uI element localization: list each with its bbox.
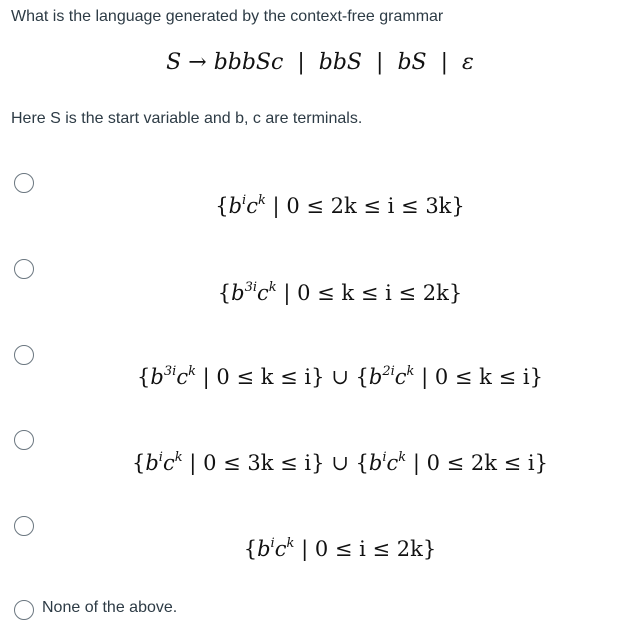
note-text: Here S is the start variable and b, c are terminals.: [11, 110, 363, 127]
grammar-separator: |: [297, 50, 305, 75]
grammar-production-4: ε: [462, 50, 474, 75]
grammar-production-1: bbbSc: [213, 50, 284, 75]
question-text: What is the language generated by the context-free grammar: [11, 8, 444, 25]
option-5-math: {$b^ic^k$ | 0 ≤ i ≤ 2k}: [243, 536, 437, 561]
option-6-label[interactable]: None of the above.: [42, 599, 178, 616]
option-1-radio[interactable]: [14, 173, 34, 193]
grammar-production-2: bbS: [318, 50, 363, 75]
option-5-radio[interactable]: [14, 516, 34, 536]
option-4-math: {$b^ic^k$ | 0 ≤ 3k ≤ i} ∪ {$b^ic^k$ | 0 ≤ 2k ≤ i}: [131, 450, 549, 475]
grammar-separator: |: [376, 50, 384, 75]
option-6-radio[interactable]: [14, 600, 34, 620]
grammar-production-3: bS: [397, 50, 427, 75]
grammar-separator: |: [440, 50, 449, 75]
option-1-math: {$b^ic^k$ | 0 ≤ 2k ≤ i ≤ 3k}: [215, 193, 465, 218]
option-4-radio[interactable]: [14, 430, 34, 450]
option-3-math: {$b^{3i}c^k$ | 0 ≤ k ≤ i} ∪ {$b^{2i}c^k$ | 0 ≤ k ≤ i}: [137, 364, 543, 389]
grammar-formula: [0, 50, 640, 75]
grammar-arrow: →: [188, 50, 207, 75]
grammar-lhs: S: [166, 50, 182, 75]
option-3-radio[interactable]: [14, 345, 34, 365]
option-2-math: {$b^{3i}c^k$ | 0 ≤ k ≤ i ≤ 2k}: [217, 280, 463, 305]
option-2-radio[interactable]: [14, 259, 34, 279]
